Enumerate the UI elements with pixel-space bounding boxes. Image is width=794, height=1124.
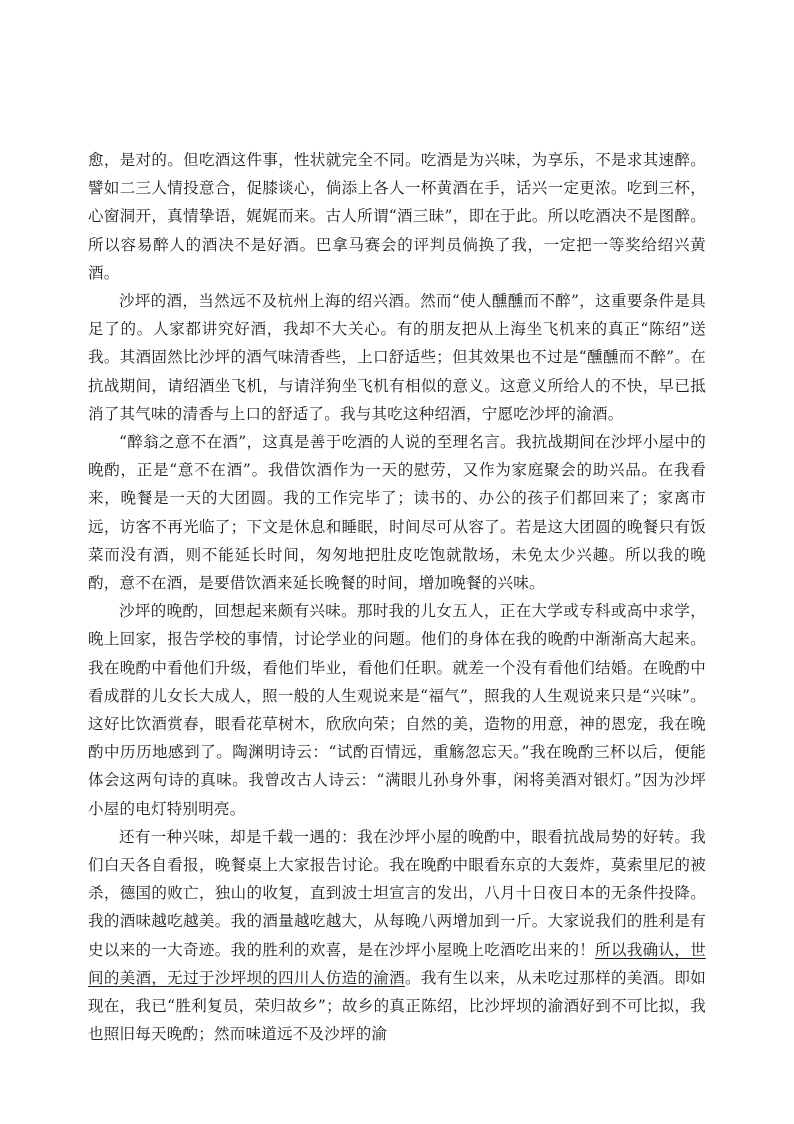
- paragraph-5-text-after: 。我有生以来，从未吃过那样的美酒。即如现在，我已“胜利复员，荣归故乡”；故乡的真正陈绍，比沙坪坝的渝酒好到不可比拟，我也照旧每天晚酌；然而味道远不及沙坪的渝: [88, 968, 706, 1044]
- paragraph-4: 沙坪的晚酌，回想起来颇有兴味。那时我的儿女五人，正在大学或专科或高中求学，晚上回家，报告学校的事情，讨论学业的问题。他们的身体在我的晚酌中渐渐高大起来。我在晚酌中看他们升级，看他们毕业，看他们任职。就差一个没有看他们结婚。在晚酌中看成群的儿女长大成人，照一般的人生观说来是“福气”，照我的人生观说来只是“兴味”。这好比饮酒赏春，眼看花草树木，欣欣向荣；自然的美，造物的用意，神的恩宠，我在晚酌中历历地感到了。陶渊明诗云：“试酌百情远，重觞忽忘天。”我在晚酌三杯以后，便能体会这两句诗的真味。我曾改古人诗云：“满眼儿孙身外事，闲将美酒对银灯。”因为沙坪小屋的电灯特别明亮。: [88, 602, 706, 818]
- paragraph-3: “醉翁之意不在酒”，这真是善于吃酒的人说的至理名言。我抗战期间在沙坪小屋中的晚酌，正是“意不在酒”。我借饮酒作为一天的慰劳，又作为家庭聚会的助兴品。在我看来，晚餐是一天的大团圆。我的工作完毕了；读书的、办公的孩子们都回来了；家离市远，访客不再光临了；下文是休息和睡眠，时间尽可从容了。若是这大团圆的晚餐只有饭菜而没有酒，则不能延长时间，匆匆地把肚皮吃饱就散场，未免太少兴趣。所以我的晚酌，意不在酒，是要借饮酒来延长晚餐的时间，增加晚餐的兴味。: [88, 433, 706, 593]
- paragraph-5: [88, 823, 706, 1049]
- paragraph-2: 沙坪的酒，当然远不及杭州上海的绍兴酒。然而“使人醺醺而不醉”，这重要条件是具足了的。人家都讲究好酒，我却不大关心。有的朋友把从上海坐飞机来的真正“陈绍”送我。其酒固然比沙坪的酒气味清香些，上口舒适些；但其效果也不过是“醺醺而不醉”。在抗战期间，请绍酒坐飞机，与请洋狗坐飞机有相似的意义。这意义所给人的不快，早已抵消了其气味的清香与上口的舒适了。我与其吃这种绍酒，宁愿吃沙坪的渝酒。: [88, 292, 706, 423]
- underlined-key-sentence: 所以我确认，世间的美酒，无过于沙坪坝的四川人仿造的渝酒: [88, 940, 706, 987]
- paragraph-1: 愈，是对的。但吃酒这件事，性状就完全不同。吃酒是为兴味，为享乐，不是求其速醉。譬如二三人情投意合，促膝谈心，倘添上各人一杯黄酒在手，话兴一定更浓。吃到三杯，心窗洞开，真情挚语，娓娓而来。古人所谓“酒三昧”，即在于此。所以吃酒决不是图醉。所以容易醉人的酒决不是好酒。巴拿马赛会的评判员倘换了我，一定把一等奖给绍兴黄酒。: [88, 151, 706, 282]
- article-body: [88, 146, 706, 1049]
- paragraph-5-text-before: 还有一种兴味，却是千载一遇的：我在沙坪小屋的晚酌中，眼看抗战局势的好转。我们白天各自看报，晚餐桌上大家报告讨论。我在晚酌中眼看东京的大轰炸，莫索里尼的被杀，德国的败亡，独山的收复，直到波士坦宣言的发出，八月十日夜日本的无条件投降。我的酒味越吃越美。我的酒量越吃越大，从每晚八两增加到一斤。大家说我们的胜利是有史以来的一大奇迹。我的胜利的欢喜，是在沙坪小屋晚上吃酒吃出来的！: [88, 827, 706, 959]
